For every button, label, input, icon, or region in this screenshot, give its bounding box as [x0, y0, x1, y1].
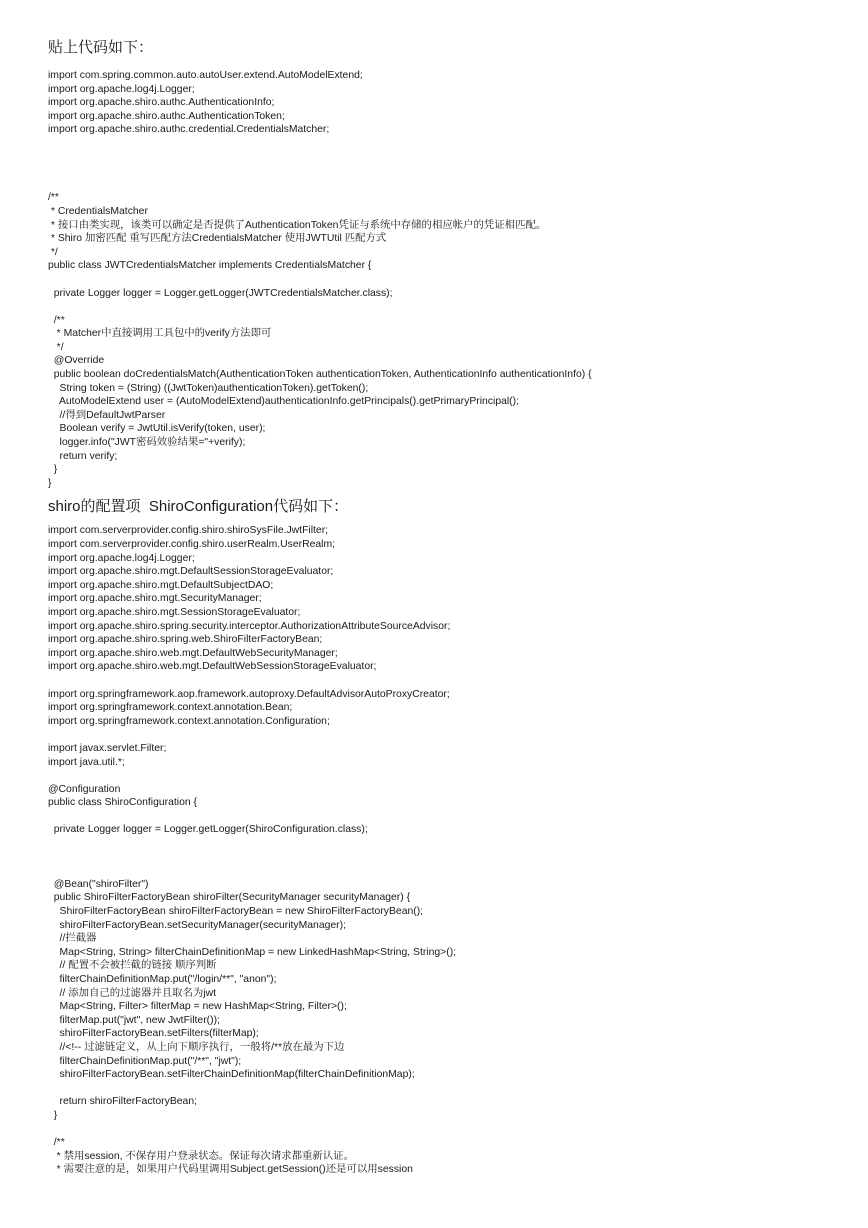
code-line: filterChainDefinitionMap.put("/login/**", "anon");	[48, 974, 277, 985]
code-line: //得到DefaultJwtParser	[48, 409, 166, 421]
code-line: import org.apache.shiro.mgt.SessionStorageEvaluator;	[48, 606, 301, 618]
code-line: import org.apache.shiro.authc.AuthenticationInfo;	[48, 97, 275, 109]
code-line: /**	[48, 192, 59, 204]
code-line: }	[48, 464, 58, 476]
section-heading-shiro-config: shiro的配置项 ShiroConfiguration代码如下：	[48, 498, 349, 516]
code-line: public boolean doCredentialsMatch(AuthenticationToken authenticationToken, AuthenticationInfo authenticationInfo) {	[48, 369, 592, 381]
code-line: import com.serverprovider.config.shiro.shiroSysFile.JwtFilter;	[48, 525, 329, 537]
code-line: import org.apache.shiro.mgt.DefaultSubjectDAO;	[48, 579, 274, 591]
code-line: */	[48, 341, 64, 353]
code-line	[48, 1082, 848, 1096]
code-line: import javax.servlet.Filter;	[48, 742, 167, 754]
code-line: // 配置不会被拦截的链接 顺序判断	[48, 960, 217, 972]
code-line: String token = (String) ((JwtToken)authenticationToken).getToken();	[48, 382, 369, 394]
code-line: * CredentialsMatcher	[48, 205, 148, 217]
code-line	[48, 837, 848, 851]
code-line: /**	[48, 1137, 65, 1149]
code-line: public ShiroFilterFactoryBean shiroFilter(SecurityManager securityManager) {	[48, 892, 411, 904]
code-line: return shiroFilterFactoryBean;	[48, 1096, 197, 1108]
code-line: Boolean verify = JwtUtil.isVerify(token, user);	[48, 423, 266, 435]
code-line: * 需要注意的是，如果用户代码里调用Subject.getSession()还是可以用session	[48, 1164, 413, 1176]
code-line: Map<String, Filter> filterMap = new HashMap<String, Filter>();	[48, 1001, 347, 1013]
code-line: import org.apache.shiro.spring.web.ShiroFilterFactoryBean;	[48, 634, 323, 646]
code-line: import org.apache.shiro.web.mgt.DefaultWebSecurityManager;	[48, 647, 338, 659]
section-heading-code: 贴上代码如下：	[48, 39, 154, 56]
code-block-shiro-configuration	[48, 524, 848, 1177]
code-line: import org.apache.shiro.mgt.DefaultSessionStorageEvaluator;	[48, 566, 334, 578]
code-line: import org.apache.log4j.Logger;	[48, 552, 195, 564]
code-line	[48, 728, 848, 742]
code-line: Map<String, String> filterChainDefinitionMap = new LinkedHashMap<String, String>();	[48, 946, 457, 958]
code-line: @Override	[48, 355, 105, 367]
code-line: import org.apache.shiro.web.mgt.DefaultWebSessionStorageEvaluator;	[48, 661, 377, 673]
code-line: import org.apache.shiro.spring.security.interceptor.AuthorizationAttributeSourceAdvisor;	[48, 620, 451, 632]
code-line: import org.springframework.context.annotation.Configuration;	[48, 715, 330, 727]
code-line: @Configuration	[48, 783, 121, 795]
code-line: filterMap.put("jwt", new JwtFilter());	[48, 1014, 220, 1026]
code-line	[48, 851, 848, 865]
code-line: shiroFilterFactoryBean.setFilterChainDefinitionMap(filterChainDefinitionMap);	[48, 1069, 415, 1081]
code-line: }	[48, 477, 52, 489]
code-line	[48, 864, 848, 878]
code-line: //拦截器	[48, 933, 97, 945]
code-line	[48, 300, 848, 314]
code-line: */	[48, 246, 58, 258]
code-line: logger.info("JWT密码效验结果="+verify);	[48, 437, 246, 449]
code-line: /**	[48, 314, 65, 326]
code-line	[48, 674, 848, 688]
code-line: import org.apache.shiro.authc.credential.CredentialsMatcher;	[48, 124, 330, 136]
code-line: * Shiro 加密匹配 重写匹配方法CredentialsMatcher 使用JWTUtil 匹配方式	[48, 233, 387, 245]
code-line	[48, 151, 848, 165]
code-line	[48, 810, 848, 824]
code-line: //<!-- 过滤链定义，从上向下顺序执行，一般将/**放在最为下边	[48, 1041, 345, 1053]
code-line: filterChainDefinitionMap.put("/**", "jwt");	[48, 1055, 242, 1067]
code-line: shiroFilterFactoryBean.setSecurityManager(securityManager);	[48, 919, 346, 931]
code-line: // 添加自己的过滤器并且取名为jwt	[48, 987, 216, 999]
code-line: import org.apache.shiro.authc.AuthenticationToken;	[48, 110, 285, 122]
code-line: return verify;	[48, 450, 118, 462]
code-line: private Logger logger = Logger.getLogger(ShiroConfiguration.class);	[48, 824, 368, 836]
code-line: }	[48, 1109, 58, 1121]
code-line: public class JWTCredentialsMatcher implements CredentialsMatcher {	[48, 260, 372, 272]
code-line: import org.apache.shiro.mgt.SecurityManager;	[48, 593, 262, 605]
code-line: public class ShiroConfiguration {	[48, 797, 198, 809]
document-page	[48, 37, 848, 1177]
code-line: ShiroFilterFactoryBean shiroFilterFactoryBean = new ShiroFilterFactoryBean();	[48, 906, 424, 918]
code-line	[48, 164, 848, 178]
code-line: import org.apache.log4j.Logger;	[48, 83, 195, 95]
code-line: AutoModelExtend user = (AutoModelExtend)authenticationInfo.getPrincipals().getPrimaryPrincipal();	[48, 396, 519, 408]
code-line: * 接口由类实现，该类可以确定是否提供了AuthenticationToken凭证与系统中存储的相应帐户的凭证相匹配。	[48, 219, 547, 231]
code-line: import com.spring.common.auto.autoUser.extend.AutoModelExtend;	[48, 70, 363, 81]
code-line: import org.springframework.aop.framework.autoproxy.DefaultAdvisorAutoProxyCreator;	[48, 688, 450, 700]
code-line	[48, 1123, 848, 1137]
code-line	[48, 137, 848, 151]
code-line: @Bean("shiroFilter")	[48, 878, 149, 890]
code-line: * 禁用session, 不保存用户登录状态。保证每次请求都重新认证。	[48, 1150, 354, 1162]
code-line: import org.springframework.context.annotation.Bean;	[48, 702, 293, 714]
code-line: private Logger logger = Logger.getLogger(JWTCredentialsMatcher.class);	[48, 287, 393, 299]
code-line: import com.serverprovider.config.shiro.userRealm.UserRealm;	[48, 539, 335, 550]
code-line: import java.util.*;	[48, 756, 125, 768]
code-block-credentials-matcher	[48, 69, 848, 490]
code-line	[48, 273, 848, 287]
code-line: shiroFilterFactoryBean.setFilters(filterMap);	[48, 1028, 259, 1040]
code-line	[48, 178, 848, 192]
code-line	[48, 769, 848, 783]
code-line: * Matcher中直接调用工具包中的verify方法即可	[48, 328, 272, 340]
